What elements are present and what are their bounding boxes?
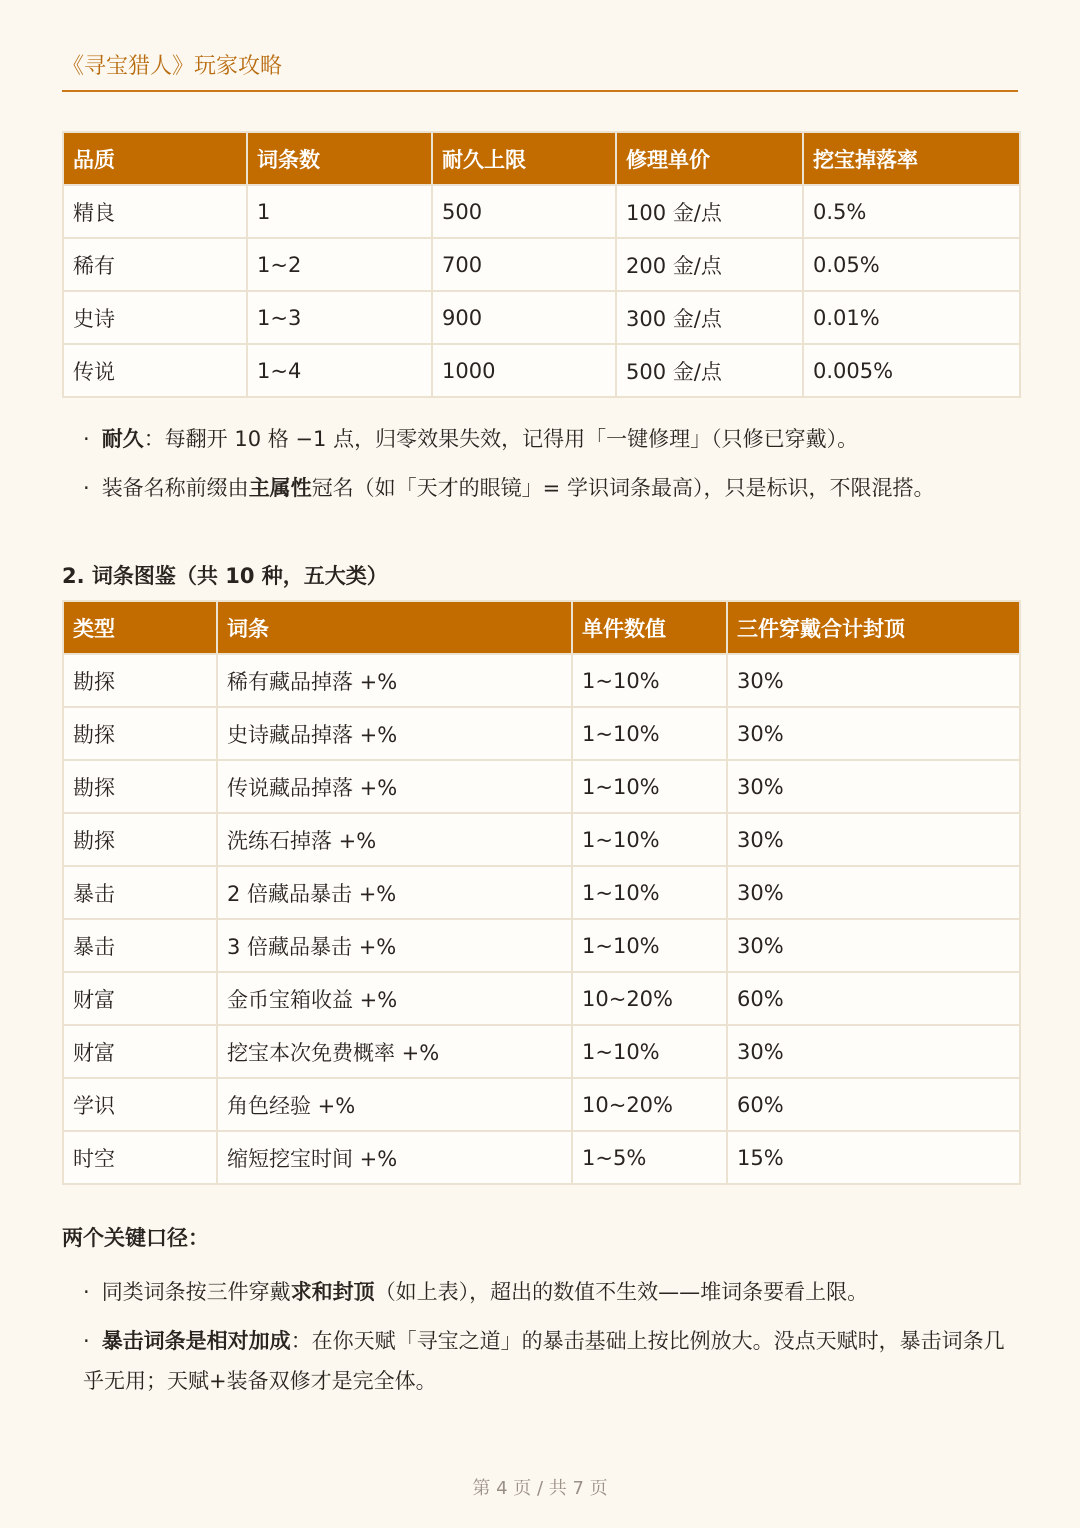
table-cell: 0.05% xyxy=(803,238,1020,291)
table-cell: 勘探 xyxy=(63,707,217,760)
table-cell: 学识 xyxy=(63,1078,217,1131)
table-cell: 传说藏品掉落 +% xyxy=(217,760,572,813)
table-row xyxy=(63,344,1020,397)
table-cell: 时空 xyxy=(63,1131,217,1184)
key-point-2-bold: 暴击词条是相对加成 xyxy=(101,1329,291,1353)
table-cell: 1~2 xyxy=(247,238,432,291)
table-cell: 500 金/点 xyxy=(616,344,803,397)
table-header-row xyxy=(63,601,1020,654)
table-row xyxy=(63,972,1020,1025)
column-header: 词条 xyxy=(217,601,572,654)
prefix-text-b: 冠名（如「天才的眼镜」= 学识词条最高），只是标识，不限混搭。 xyxy=(311,476,935,500)
table-cell: 10~20% xyxy=(572,972,727,1025)
durability-text: ：每翻开 10 格 −1 点，归零效果失效，记得用「一键修理」（只修已穿戴）。 xyxy=(143,427,859,451)
table-row xyxy=(63,760,1020,813)
table-cell: 1 xyxy=(247,185,432,238)
table-cell: 1~5% xyxy=(572,1131,727,1184)
column-header: 三件穿戴合计封顶 xyxy=(727,601,1020,654)
table-cell: 30% xyxy=(727,919,1020,972)
column-header: 品质 xyxy=(63,132,247,185)
table-row xyxy=(63,866,1020,919)
table-cell: 30% xyxy=(727,866,1020,919)
quality-table xyxy=(62,131,1021,398)
table-cell: 30% xyxy=(727,1025,1020,1078)
table-cell: 30% xyxy=(727,813,1020,866)
table-cell: 1~10% xyxy=(572,760,727,813)
table-row xyxy=(63,654,1020,707)
table-row xyxy=(63,1078,1020,1131)
prefix-text-a: 装备名称前缀由 xyxy=(101,476,249,500)
table-cell: 传说 xyxy=(63,344,247,397)
table-cell: 700 xyxy=(432,238,616,291)
table-row xyxy=(63,185,1020,238)
table-cell: 900 xyxy=(432,291,616,344)
table-cell: 史诗 xyxy=(63,291,247,344)
bullet-dot: · xyxy=(83,1280,90,1304)
table-cell: 稀有藏品掉落 +% xyxy=(217,654,572,707)
table-cell: 财富 xyxy=(63,972,217,1025)
table-cell: 60% xyxy=(727,972,1020,1025)
table-cell: 财富 xyxy=(63,1025,217,1078)
table-row xyxy=(63,291,1020,344)
bullet-dot: · xyxy=(83,1329,90,1353)
key-point-2-text: ：在你天赋「寻宝之道」的暴击基础上按比例放大。没点天赋时，暴击词条几乎无用；天赋+装备双修才是完全体。 xyxy=(83,1329,1005,1393)
key-points-title: 两个关键口径： xyxy=(62,1226,209,1250)
table-cell: 勘探 xyxy=(63,654,217,707)
table-cell: 暴击 xyxy=(63,919,217,972)
page-footer: 第 4 页 / 共 7 页 xyxy=(472,1478,608,1499)
table-cell: 精良 xyxy=(63,185,247,238)
table-cell: 0.01% xyxy=(803,291,1020,344)
column-header: 词条数 xyxy=(247,132,432,185)
table-cell: 1~4 xyxy=(247,344,432,397)
table-cell: 1~10% xyxy=(572,866,727,919)
table-cell: 1~10% xyxy=(572,707,727,760)
table-cell: 0.5% xyxy=(803,185,1020,238)
table-cell: 15% xyxy=(727,1131,1020,1184)
table-header-row xyxy=(63,132,1020,185)
bullet-dot: · xyxy=(83,476,90,500)
table-cell: 500 xyxy=(432,185,616,238)
table-row xyxy=(63,919,1020,972)
column-header: 耐久上限 xyxy=(432,132,616,185)
table-cell: 100 金/点 xyxy=(616,185,803,238)
table-cell: 30% xyxy=(727,760,1020,813)
column-header: 挖宝掉落率 xyxy=(803,132,1020,185)
table-cell: 1~10% xyxy=(572,654,727,707)
table-cell: 1~10% xyxy=(572,813,727,866)
key-point-1-text-b: （如上表），超出的数值不生效——堆词条要看上限。 xyxy=(374,1280,869,1304)
table-cell: 1~10% xyxy=(572,1025,727,1078)
page-header xyxy=(62,52,1018,92)
table-cell: 1000 xyxy=(432,344,616,397)
table-cell: 勘探 xyxy=(63,760,217,813)
column-header: 单件数值 xyxy=(572,601,727,654)
table-cell: 300 金/点 xyxy=(616,291,803,344)
table-cell: 角色经验 +% xyxy=(217,1078,572,1131)
table-cell: 缩短挖宝时间 +% xyxy=(217,1131,572,1184)
doc-title: 《寻宝猎人》玩家攻略 xyxy=(62,54,283,79)
table-row xyxy=(63,813,1020,866)
table-cell: 200 金/点 xyxy=(616,238,803,291)
durability-label: 耐久 xyxy=(101,427,144,451)
section-title: 2. 词条图鉴（共 10 种，五大类） xyxy=(62,564,388,588)
table-cell: 2 倍藏品暴击 +% xyxy=(217,866,572,919)
prefix-bold: 主属性 xyxy=(248,476,312,500)
table-cell: 金币宝箱收益 +% xyxy=(217,972,572,1025)
table-cell: 0.005% xyxy=(803,344,1020,397)
prefix-note xyxy=(83,468,1018,508)
durability-note xyxy=(83,419,1018,459)
affix-table xyxy=(62,600,1021,1185)
table-cell: 洗练石掉落 +% xyxy=(217,813,572,866)
table-cell: 1~10% xyxy=(572,919,727,972)
key-point-1-text-a: 同类词条按三件穿戴 xyxy=(101,1280,291,1304)
table-row xyxy=(63,707,1020,760)
table-cell: 30% xyxy=(727,654,1020,707)
table-cell: 勘探 xyxy=(63,813,217,866)
table-cell: 30% xyxy=(727,707,1020,760)
table-cell: 挖宝本次免费概率 +% xyxy=(217,1025,572,1078)
key-point-crit-relative xyxy=(83,1321,1018,1401)
table-cell: 史诗藏品掉落 +% xyxy=(217,707,572,760)
table-row xyxy=(63,238,1020,291)
table-row xyxy=(63,1025,1020,1078)
table-cell: 10~20% xyxy=(572,1078,727,1131)
table-cell: 暴击 xyxy=(63,866,217,919)
key-point-1-bold: 求和封顶 xyxy=(290,1280,375,1304)
key-point-sum-cap xyxy=(83,1272,1018,1312)
table-row xyxy=(63,1131,1020,1184)
table-cell: 3 倍藏品暴击 +% xyxy=(217,919,572,972)
column-header: 类型 xyxy=(63,601,217,654)
bullet-dot: · xyxy=(83,427,90,451)
column-header: 修理单价 xyxy=(616,132,803,185)
table-cell: 1~3 xyxy=(247,291,432,344)
table-cell: 稀有 xyxy=(63,238,247,291)
table-cell: 60% xyxy=(727,1078,1020,1131)
